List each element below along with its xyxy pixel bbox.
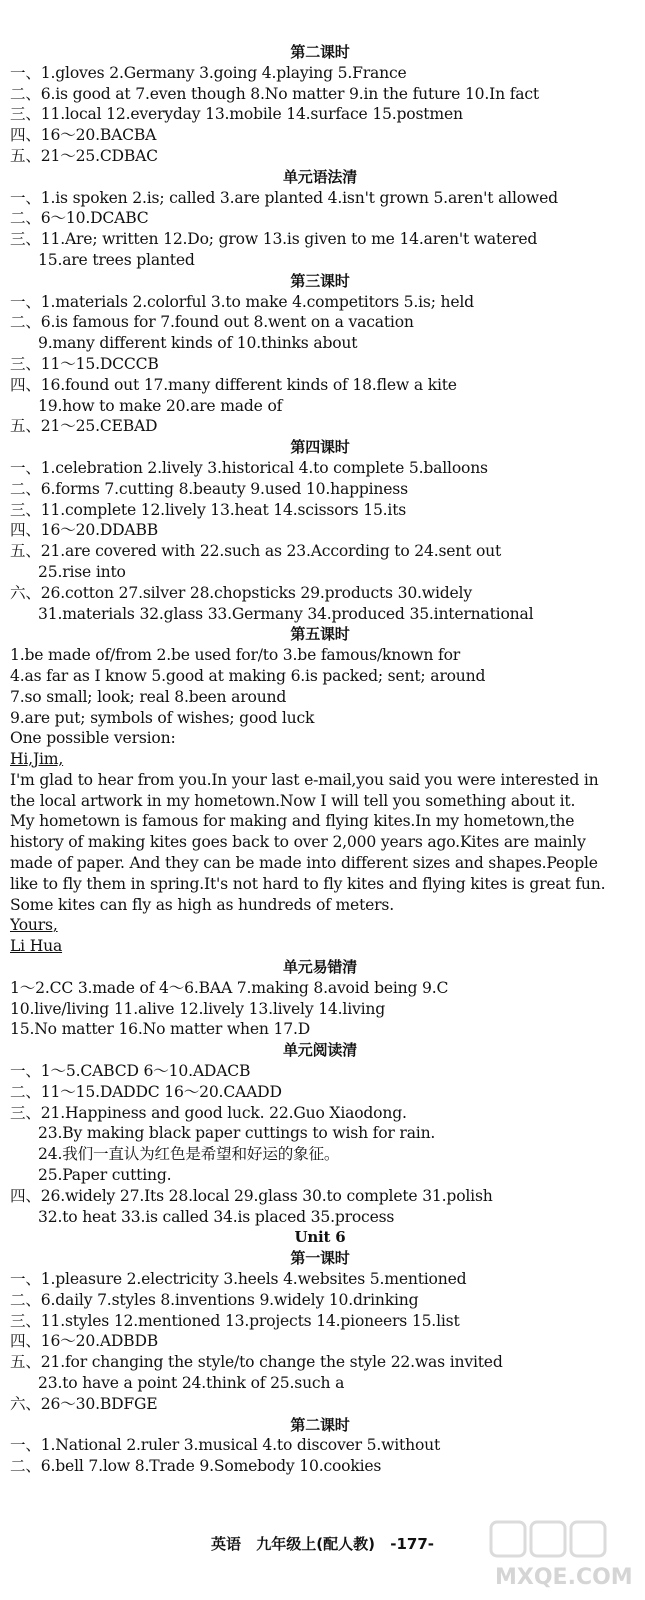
answer-line (10, 936, 630, 957)
answer-line (10, 458, 630, 479)
line-text: My hometown is famous for making and flying kites.In my hometown,the (10, 812, 575, 831)
answer-line (10, 604, 630, 625)
answer-line (10, 583, 630, 604)
line-text: 25.rise into (38, 562, 126, 581)
section-heading (10, 437, 630, 458)
line-text: 五、21.are covered with 22.such as 23.According to 24.sent out (10, 542, 502, 561)
line-text: 四、26.widely 27.Its 28.local 29.glass 30.to complete 31.polish (10, 1186, 493, 1205)
line-text: 9.are put; symbols of wishes; good luck (10, 708, 315, 727)
section-heading (10, 1248, 630, 1269)
answer-key-page (10, 42, 630, 1477)
line-text: 二、6～10.DCABC (10, 209, 149, 228)
answer-line (10, 811, 630, 832)
answer-line (10, 1082, 630, 1103)
answer-line (10, 832, 630, 853)
line-text: 三、11.complete 12.lively 13.heat 14.scissors 15.its (10, 500, 407, 519)
answer-line (10, 1352, 630, 1373)
line-text: 15.No matter 16.No matter when 17.D (10, 1020, 311, 1039)
answer-line (10, 687, 630, 708)
answer-line (10, 1019, 630, 1040)
answer-line (10, 1103, 630, 1124)
line-text: 六、26.cotton 27.silver 28.chopsticks 29.products 30.widely (10, 583, 472, 602)
line-text: 三、11.Are; written 12.Do; grow 13.is given to me 14.aren't watered (10, 230, 538, 249)
line-text: 32.to heat 33.is called 34.is placed 35.process (38, 1207, 395, 1226)
answer-line (10, 915, 630, 936)
answer-line (10, 770, 630, 791)
line-text: 三、11.styles 12.mentioned 13.projects 14.pioneers 15.list (10, 1311, 460, 1330)
answer-line (10, 749, 630, 770)
answer-line (10, 853, 630, 874)
section-heading (10, 1415, 630, 1436)
answer-line (10, 874, 630, 895)
line-text: 第二课时 (290, 43, 350, 61)
watermark-text: MXQE.COM (495, 1565, 633, 1590)
answer-line (10, 146, 630, 167)
line-text: 一、1.National 2.ruler 3.musical 4.to discover 5.without (10, 1436, 441, 1455)
answer-line (10, 1290, 630, 1311)
line-text: history of making kites goes back to over 2,000 years ago.Kites are mainly (10, 833, 586, 852)
line-text: made of paper. And they can be made into different sizes and shapes.People (10, 854, 598, 873)
answer-line (10, 1061, 630, 1082)
answer-line (10, 666, 630, 687)
answer-line (10, 1165, 630, 1186)
answer-line (10, 791, 630, 812)
answer-line (10, 396, 630, 417)
answer-line (10, 208, 630, 229)
answer-line (10, 895, 630, 916)
answer-line (10, 104, 630, 125)
line-text: like to fly them in spring.It's not hard to fly kites and flying kites is great fun. (10, 874, 606, 893)
line-text: 一、1.gloves 2.Germany 3.going 4.playing 5.France (10, 63, 407, 82)
answer-line (10, 1186, 630, 1207)
answer-line (10, 645, 630, 666)
line-text: 二、6.daily 7.styles 8.inventions 9.widely 10.drinking (10, 1290, 419, 1309)
line-text: 24.我们一直认为红色是希望和好运的象征。 (38, 1145, 340, 1164)
footer-subject: 英语 (211, 1535, 242, 1553)
answer-line (10, 999, 630, 1020)
line-text: One possible version: (10, 729, 176, 748)
section-heading (10, 167, 630, 188)
section-heading (10, 624, 630, 645)
answer-line (10, 333, 630, 354)
line-text: 四、16～20.BACBA (10, 126, 157, 145)
line-text: Unit 6 (294, 1228, 346, 1247)
line-text: 五、21～25.CDBAC (10, 146, 158, 165)
line-text: 二、11～15.DADDC 16～20.CAADD (10, 1082, 282, 1101)
line-text: 1～2.CC 3.made of 4～6.BAA 7.making 8.avoid being 9.C (10, 978, 449, 997)
answer-line (10, 479, 630, 500)
line-text: 一、1.pleasure 2.electricity 3.heels 4.websites 5.mentioned (10, 1270, 467, 1289)
answer-line (10, 1435, 630, 1456)
answer-line (10, 1269, 630, 1290)
answer-line (10, 84, 630, 105)
answer-line (10, 375, 630, 396)
line-text: 一、1～5.CABCD 6～10.ADACB (10, 1062, 251, 1081)
line-text: Li Hua (10, 937, 63, 956)
line-text: 一、1.is spoken 2.is; called 3.are planted 4.isn't grown 5.aren't allowed (10, 188, 558, 207)
line-text: Yours, (10, 916, 58, 935)
line-text: 单元阅读清 (282, 1041, 357, 1060)
answer-line (10, 708, 630, 729)
line-text: 一、1.materials 2.colorful 3.to make 4.competitors 5.is; held (10, 292, 474, 311)
answer-line (10, 1144, 630, 1165)
answer-line (10, 1311, 630, 1332)
line-text: 三、21.Happiness and good luck. 22.Guo Xiaodong. (10, 1103, 407, 1122)
answer-line (10, 1456, 630, 1477)
answer-line (10, 978, 630, 999)
footer-page-number: -177- (390, 1535, 434, 1553)
line-text: 五、21.for changing the style/to change the style 22.was invited (10, 1353, 503, 1372)
line-text: 1.be made of/from 2.be used for/to 3.be famous/known for (10, 646, 461, 665)
line-text: 25.Paper cutting. (38, 1166, 172, 1185)
line-text: 三、11～15.DCCCB (10, 354, 159, 373)
answer-line (10, 229, 630, 250)
footer-grade: 九年级上(配人教) (256, 1535, 375, 1553)
line-text: Hi,Jim, (10, 750, 64, 769)
line-text: the local artwork in my hometown.Now I will tell you something about it. (10, 791, 576, 810)
line-text: 第五课时 (290, 625, 350, 644)
line-text: 7.so small; look; real 8.been around (10, 687, 287, 706)
answer-line (10, 541, 630, 562)
answer-line (10, 292, 630, 313)
line-text: 9.many different kinds of 10.thinks about (38, 334, 358, 353)
line-text: 4.as far as I know 5.good at making 6.is packed; sent; around (10, 666, 486, 685)
line-text: 第一课时 (290, 1249, 350, 1268)
line-text: Some kites can fly as high as hundreds of meters. (10, 895, 394, 914)
line-text: 二、6.bell 7.low 8.Trade 9.Somebody 10.cookies (10, 1457, 382, 1476)
line-text: 第二课时 (290, 1415, 350, 1434)
answer-line (10, 63, 630, 84)
answer-line (10, 1394, 630, 1415)
line-text: I'm glad to hear from you.In your last e-mail,you said you were interested in (10, 770, 599, 789)
line-text: 六、26～30.BDFGE (10, 1394, 158, 1413)
line-text: 一、1.celebration 2.lively 3.historical 4.to complete 5.balloons (10, 458, 488, 477)
answer-line (10, 250, 630, 271)
answer-line (10, 1373, 630, 1394)
answer-line (10, 1123, 630, 1144)
answer-line (10, 125, 630, 146)
answer-line (10, 416, 630, 437)
line-text: 单元易错清 (282, 958, 357, 977)
line-text: 23.By making black paper cuttings to wish for rain. (38, 1124, 436, 1143)
line-text: 二、6.is good at 7.even though 8.No matter 9.in the future 10.In fact (10, 84, 539, 103)
line-text: 第三课时 (290, 271, 350, 290)
answer-line (10, 562, 630, 583)
line-text: 四、16～20.ADBDB (10, 1332, 159, 1351)
answer-line (10, 1331, 630, 1352)
answer-line (10, 1207, 630, 1228)
answer-line (10, 728, 630, 749)
line-text: 15.are trees planted (38, 250, 195, 269)
section-heading (10, 1227, 630, 1248)
line-text: 第四课时 (290, 438, 350, 457)
answer-line (10, 312, 630, 333)
answer-line (10, 520, 630, 541)
line-text: 三、11.local 12.everyday 13.mobile 14.surface 15.postmen (10, 105, 463, 124)
line-text: 四、16～20.DDABB (10, 521, 159, 540)
line-text: 五、21～25.CEBAD (10, 417, 158, 436)
watermark-logo (487, 1520, 637, 1592)
answer-line (10, 500, 630, 521)
section-heading (10, 271, 630, 292)
line-text: 二、6.is famous for 7.found out 8.went on a vacation (10, 313, 414, 332)
line-text: 31.materials 32.glass 33.Germany 34.produced 35.international (38, 604, 534, 623)
answer-line (10, 188, 630, 209)
section-heading (10, 957, 630, 978)
section-heading (10, 42, 630, 63)
line-text: 四、16.found out 17.many different kinds of 18.flew a kite (10, 375, 457, 394)
line-text: 23.to have a point 24.think of 25.such a (38, 1374, 345, 1392)
line-text: 10.live/living 11.alive 12.lively 13.lively 14.living (10, 999, 386, 1018)
section-heading (10, 1040, 630, 1061)
line-text: 单元语法清 (282, 167, 357, 186)
line-text: 二、6.forms 7.cutting 8.beauty 9.used 10.happiness (10, 479, 408, 498)
line-text: 19.how to make 20.are made of (38, 396, 283, 415)
answer-line (10, 354, 630, 375)
